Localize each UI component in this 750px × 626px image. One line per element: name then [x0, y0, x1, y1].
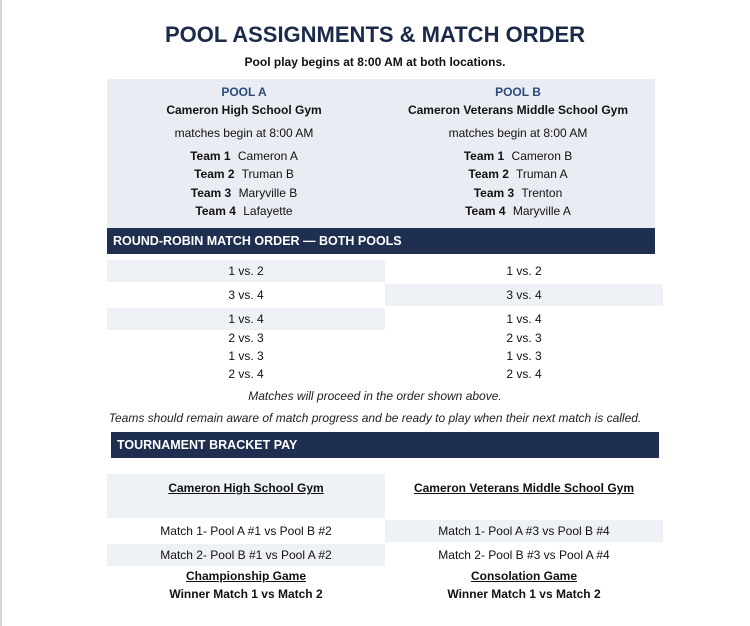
- team-name: Maryville A: [512, 204, 571, 218]
- team-name: Trenton: [521, 186, 563, 200]
- team-label: Team 2: [194, 167, 235, 181]
- team-label: Team 4: [465, 204, 506, 218]
- bracket-match: Match 2- Pool B #3 vs Pool A #4: [438, 548, 610, 562]
- bracket-gym-name: Cameron High School Gym: [168, 481, 324, 495]
- page-title: POOL ASSIGNMENTS & MATCH ORDER: [164, 22, 586, 47]
- bracket-match: Match 2- Pool B #1 vs Pool A #2: [107, 544, 385, 566]
- team-row: [381, 186, 655, 200]
- team-label: Team 2: [468, 167, 509, 181]
- round-robin-header: ROUND-ROBIN MATCH ORDER — BOTH POOLS: [107, 228, 655, 254]
- bracket-final: Winner Match 1 vs Match 2: [447, 587, 601, 601]
- team-label: Team 4: [195, 204, 236, 218]
- team-name: Maryville B: [238, 186, 298, 200]
- match-cell: 3 vs. 4: [228, 288, 264, 302]
- pool-gym: Cameron Veterans Middle School Gym: [407, 103, 629, 117]
- match-cell: 2 vs. 4: [506, 367, 542, 381]
- match-cell: 1 vs. 2: [107, 260, 385, 282]
- match-cell: 2 vs. 3: [228, 331, 264, 345]
- team-label: Team 3: [473, 186, 515, 200]
- bracket-right-gym-cell: [385, 474, 663, 518]
- match-cell: 1 vs. 3: [228, 349, 264, 363]
- team-label: Team 1: [190, 149, 231, 163]
- team-name: Lafayette: [243, 204, 293, 218]
- pool-start-time: matches begin at 8:00 AM: [174, 126, 314, 140]
- team-label: Team 3: [190, 186, 232, 200]
- pool-name: POOL A: [221, 85, 267, 99]
- match-readiness-note: Teams should remain aware of match progress and be ready to play when their next match is called.: [108, 411, 642, 425]
- bracket-header: TOURNAMENT BRACKET PAY: [111, 432, 659, 458]
- team-name: Cameron A: [237, 149, 298, 163]
- match-cell: 1 vs. 3: [506, 349, 542, 363]
- bracket-left-gym-cell: [107, 474, 385, 518]
- match-cell: 3 vs. 4: [385, 284, 663, 306]
- pool-name: POOL B: [495, 85, 541, 99]
- team-name: Truman A: [516, 167, 568, 181]
- bracket-game-title: [385, 567, 663, 585]
- team-name: Truman B: [241, 167, 294, 181]
- consolation-game-label: Consolation Game: [470, 569, 577, 583]
- team-row: [107, 204, 381, 218]
- bracket-match: Match 1- Pool A #3 vs Pool B #4: [385, 520, 663, 542]
- bracket-final: Winner Match 1 vs Match 2: [169, 587, 323, 601]
- bracket-gym-name: Cameron Veterans Middle School Gym: [413, 481, 635, 495]
- match-cell: 1 vs. 4: [107, 308, 385, 330]
- team-name: Cameron B: [511, 149, 573, 163]
- team-row: [107, 149, 381, 163]
- team-label: Team 1: [463, 149, 505, 163]
- team-row: [381, 204, 655, 218]
- pool-gym: Cameron High School Gym: [166, 103, 322, 117]
- pool-assignments: [107, 79, 655, 229]
- championship-game-label: Championship Game: [185, 569, 307, 583]
- match-cell: 2 vs. 4: [228, 367, 264, 381]
- match-order-note: Matches will proceed in the order shown above.: [248, 389, 502, 403]
- page-subtitle: Pool play begins at 8:00 AM at both locations.: [244, 55, 506, 69]
- team-row: [381, 167, 655, 181]
- bracket-match: Match 1- Pool A #1 vs Pool B #2: [160, 524, 332, 538]
- match-cell: 1 vs. 4: [506, 312, 542, 326]
- pool-start-time: matches begin at 8:00 AM: [448, 126, 588, 140]
- team-row: [107, 167, 381, 181]
- team-row: [381, 149, 655, 163]
- match-cell: 2 vs. 3: [506, 331, 542, 345]
- match-cell: 1 vs. 2: [506, 264, 542, 278]
- bracket-game-title: [107, 567, 385, 585]
- page-edge: [0, 0, 2, 626]
- team-row: [107, 186, 381, 200]
